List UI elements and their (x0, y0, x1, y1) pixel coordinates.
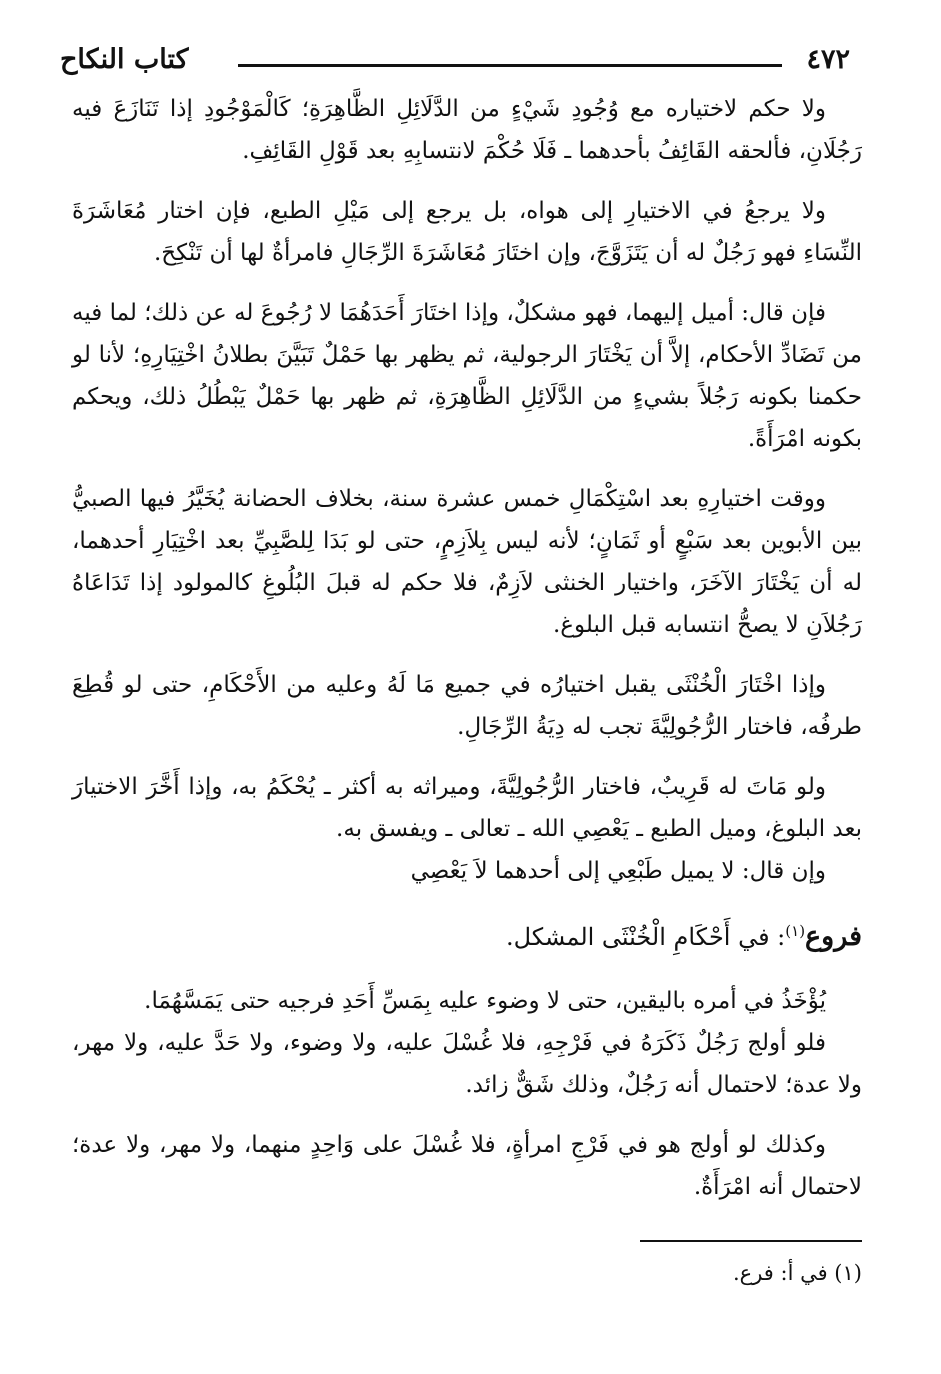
paragraph: وكذلك لو أولج هو في فَرْجِ امرأةٍ، فلا غُسْلَ على وَاحِدٍ منهما، ولا مهر، ولا عدة؛ لاحتمال أنه امْرَأَةٌ. (72, 1132, 862, 1200)
footnote-rule (640, 1240, 862, 1242)
paragraph: يُؤْخَذُ في أمره باليقين، حتى لا وضوء عليه بِمَسِّ أَحَدِ فرجيه حتى يَمَسَّهُمَا. (144, 988, 826, 1014)
section-label: فروع (805, 921, 862, 952)
page-header (60, 40, 850, 80)
page-number: ٤٧٢ (806, 44, 850, 75)
footnotes (640, 1240, 862, 1320)
footnote-text: (١) في أ: فرع. (733, 1261, 862, 1285)
header-rule (238, 64, 782, 67)
section-heading (72, 910, 862, 958)
footnote-marker: (١) (785, 922, 806, 940)
paragraph: ووقت اختيارِهِ بعد اسْتِكْمَالِ خمس عشرة سنة، بخلاف الحضانة يُخَيَّرُ فيها الصبيُّ بين الأبوين بعد سَبْعٍ أو ثَمَانٍ؛ لأنه ليس بِلاَزِمٍ، حتى لو بَدَا لِلصَّبِيِّ بعد اخْتِيَارِ أحدهما، له أن يَخْتَارَ الآخَرَ، واختيار الخنثى لاَزِمٌ، فلا حكم له قبلَ البُلُوغِ كالمولود إذا تَدَاعَاهُ رَجُلاَنِ لا يصحُّ انتسابه قبل البلوغ. (72, 486, 862, 638)
paragraph: وإن قال: لا يميل طَبْعِي إلى أحدهما لاَ يَعْصِي (410, 858, 826, 884)
running-title: كتاب النكاح (60, 44, 189, 75)
paragraph: ولو مَاتَ له قَرِيبٌ، فاختار الرُّجُولِيَّةَ، وميراثه به أكثر ـ يُحْكَمُ به، وإذا أَخَّرَ الاختيارَ بعد البلوغ، وميل الطبع ـ يَعْصِي الله ـ تعالى ـ ويفسق به. (72, 774, 862, 842)
paragraph: ولا يرجعُ في الاختيارِ إلى هواه، بل يرجع إلى مَيْلِ الطبع، فإن اختار مُعَاشَرَةَ النِّسَاءِ فهو رَجُلٌ له أن يَتَزَوَّجَ، وإن اختَارَ مُعَاشَرَةَ الرِّجَالِ فامرأةٌ لها أن تَنْكِحَ. (72, 198, 862, 266)
main-text (72, 88, 862, 1226)
paragraph: فلو أولج رَجُلٌ ذَكَرَهُ في فَرْجِهِ، فلا غُسْلَ عليه، ولا وضوء، ولا حَدَّ عليه، ولا مهر، ولا عدة؛ لاحتمال أنه رَجُلٌ، وذلك شَقٌّ زائد. (72, 1030, 862, 1098)
paragraph: فإن قال: أميل إليهما، فهو مشكلٌ، وإذا اختَارَ أَحَدَهُمَا لا رُجُوعَ له عن ذلك؛ لما فيه من تَضَادِّ الأحكام، إلاَّ أن يَخْتَارَ الرجولية، ثم يظهر بها حَمْلٌ تَبَيَّنَ بطلانُ اخْتِيَارِهِ؛ لأنا لو حكمنا بكونه رَجُلاً بشيءٍ من الدَّلَائِلِ الظَّاهِرَةِ، ثم ظهر بها حَمْلٌ يَبْطُلُ ذلك، ويحكم بكونه امْرَأَةً. (72, 300, 862, 452)
paragraph: ولا حكم لاختياره مع وُجُودِ شَيْءٍ من الدَّلَائِلِ الظَّاهِرَةِ؛ كَالْمَوْجُودِ إذا تَنَازَعَ فيه رَجُلَانِ، فألحقه القَائِفُ بأحدهما ـ فَلَا حُكْمَ لانتسابِهِ بعد قَوْلِ القَائِفِ. (72, 96, 862, 164)
paragraph: وإذا اخْتَارَ الْخُنْثَى يقبل اختيارُه في جميع مَا لَهُ وعليه من الأَحْكَامِ، حتى لو قُطِعَ طرفُه، فاختار الرُّجُولِيَّةَ تجب له دِيَةُ الرِّجَالِ. (72, 672, 862, 740)
section-title: : في أَحْكَامِ الْخُنْثَى المشكل. (505, 923, 786, 951)
